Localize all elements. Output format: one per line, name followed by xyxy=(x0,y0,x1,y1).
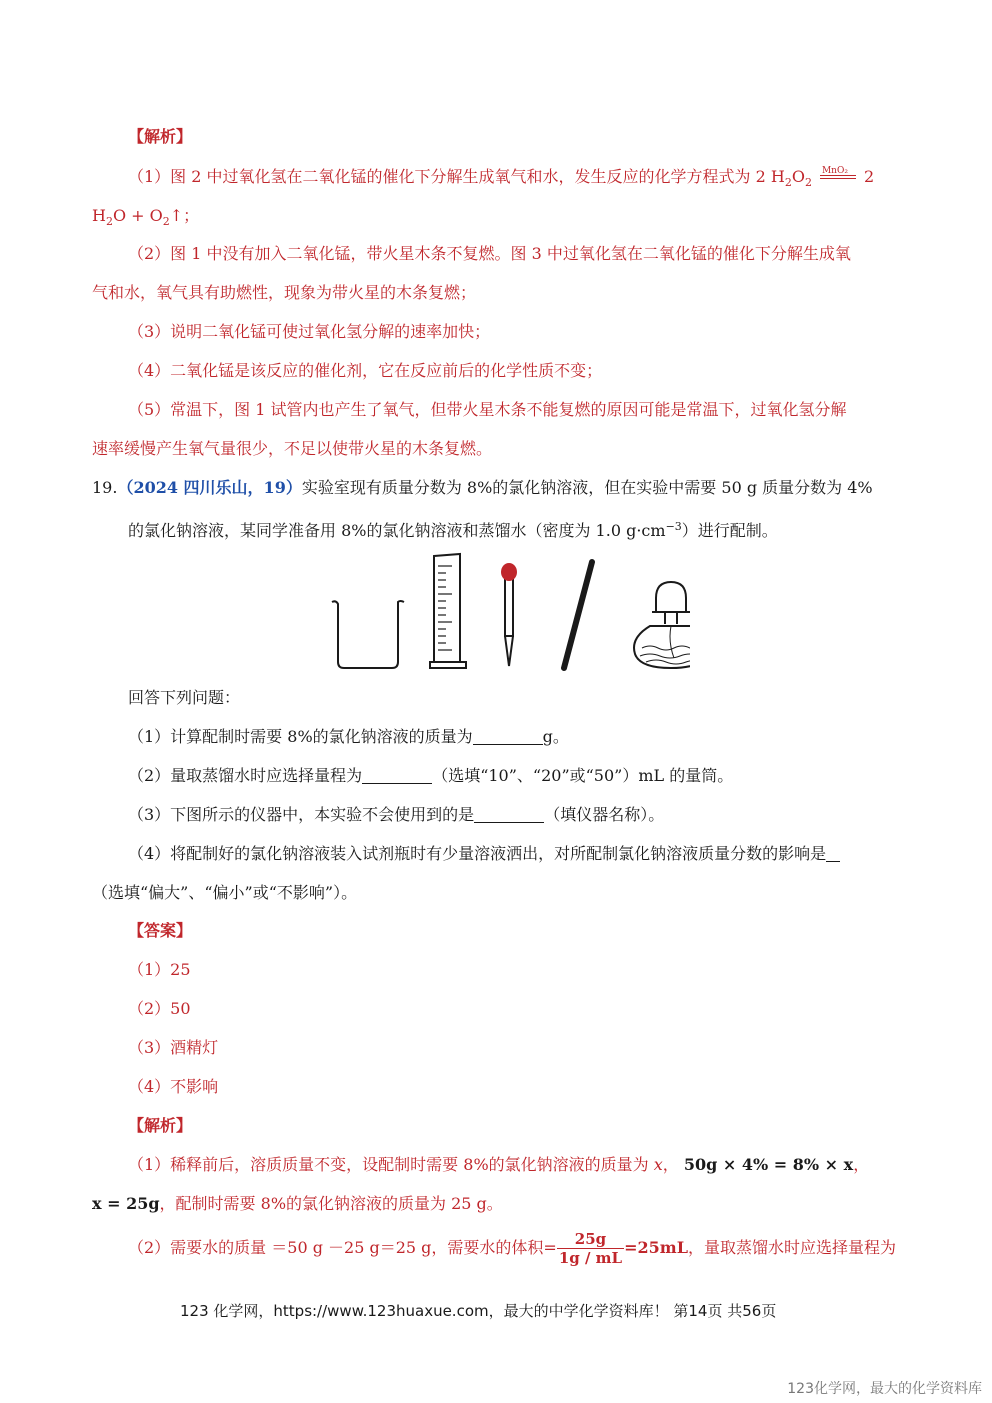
q2-text: （2）量取蒸馏水时应选择量程为 xyxy=(128,766,363,785)
analysis-19-p2-tail: ，量取蒸馏水时应选择量程为 xyxy=(687,1238,896,1257)
q3-text: （3）下图所示的仪器中，本实验不会使用到的是 xyxy=(128,805,475,824)
variable-x: x xyxy=(653,1155,663,1174)
reaction-condition xyxy=(818,166,858,186)
analysis-p4: （4）二氧化锰是该反应的催化剂，它在反应前后的化学性质不变； xyxy=(128,361,603,380)
equation-result: x = 25g xyxy=(92,1194,160,1213)
analysis-p2-line1: （2）图 1 中没有加入二氧化锰，带火星木条不复燃。图 3 中过氧化氢在二氧化锰的催化下分解生成氧 xyxy=(128,244,851,263)
page-footer: 123 化学网，https://www.123huaxue.com，最大的中学化学资料库！ 第14页 共56页 xyxy=(180,1302,777,1320)
formula-gas: ↑； xyxy=(169,206,200,225)
sub-question-4-line2: （选填“偏大”、“偏小”或“不影响”）。 xyxy=(92,883,358,902)
analysis-19-p1-text: （1）稀释前后，溶质质量不变，设配制时需要 8%的氯化钠溶液的质量为 xyxy=(128,1155,654,1174)
glass-rod-icon xyxy=(564,562,592,668)
graduated-cylinder-icon xyxy=(430,554,466,668)
dropper-bulb xyxy=(501,563,517,581)
alcohol-lamp-icon xyxy=(634,582,690,668)
q3-hint: （填仪器名称）。 xyxy=(544,805,665,824)
volume-fraction xyxy=(557,1230,624,1267)
analysis-19-heading: 【解析】 xyxy=(128,1116,193,1135)
fraction-denominator: 1g / mL xyxy=(558,1249,623,1267)
dropper-icon xyxy=(505,578,513,666)
question-19-line2 xyxy=(128,516,778,542)
sub-question-1 xyxy=(128,726,569,748)
q4-text: （4）将配制好的氯化钠溶液装入试剂瓶时有少量溶液洒出，对所配制氯化钠溶液质量分数的影响是 xyxy=(128,844,827,863)
analysis-p1-line1: （1）图 2 中过氧化氢在二氧化锰的催化下分解生成氧气和水，发生反应的化学方程式为 2 $H_2O_2$ MnO₂ 2 xyxy=(128,166,874,194)
analysis-p5-line1: （5）常温下，图 1 试管内也产生了氧气，但带火星木条不能复燃的原因可能是常温下，过氧化氢分解 xyxy=(128,400,847,419)
answer-2: （2）50 xyxy=(128,999,191,1018)
answer-heading: 【答案】 xyxy=(128,921,193,940)
sub-question-3 xyxy=(128,804,664,826)
sub-question-4-line1 xyxy=(128,843,840,865)
sub-question-2 xyxy=(128,765,733,787)
subscript: 2 xyxy=(784,176,792,189)
analysis-p1-line2 xyxy=(92,205,199,233)
analysis-p5-line2: 速率缓慢产生氧气量很少，不足以使带火星的木条复燃。 xyxy=(92,439,493,458)
answer-4: （4）不影响 xyxy=(128,1077,219,1096)
catalyst-label: MnO₂ xyxy=(821,166,848,176)
equation: 50g × 4% = 8% × x xyxy=(683,1155,854,1174)
subscript: 2 xyxy=(162,215,170,228)
answer-blank-4[interactable] xyxy=(826,845,840,862)
formula-h: H xyxy=(92,206,106,225)
analysis-19-p2 xyxy=(128,1228,896,1268)
answer-blank-1[interactable] xyxy=(473,728,543,745)
question-stem: 实验室现有质量分数为 8%的氯化钠溶液，但在实验中需要 50 g 质量分数为 4% xyxy=(301,478,873,497)
subscript: 2 xyxy=(804,176,812,189)
fraction-numerator: 25g xyxy=(557,1230,624,1249)
answer-blank-3[interactable] xyxy=(474,806,544,823)
formula-o: O + O xyxy=(112,206,163,225)
analysis-19-p2-text: （2）需要水的质量 ＝50 g －25 g＝25 g，需要水的体积= xyxy=(128,1238,557,1257)
q1-unit: g。 xyxy=(542,727,569,746)
prompt: 回答下列问题： xyxy=(128,688,241,707)
superscript: −3 xyxy=(665,520,682,533)
analysis-19-p1-line2 xyxy=(92,1193,503,1215)
q2-options: （选填“10”、“20”或“50”）mL 的量筒。 xyxy=(432,766,734,785)
answer-blank-2[interactable] xyxy=(362,767,432,784)
analysis-p2-line2: 气和水，氧气具有助燃性，现象为带火星的木条复燃； xyxy=(92,283,477,302)
question-source: （2024 四川乐山，19） xyxy=(117,478,302,497)
volume-result: =25mL xyxy=(624,1238,688,1257)
question-19-line1 xyxy=(92,477,873,499)
answer-3: （3）酒精灯 xyxy=(128,1038,219,1057)
analysis-19-p1-line1: （1）稀释前后，溶质质量不变，设配制时需要 8%的氯化钠溶液的质量为 x， 50g × 4% = 8% × x， xyxy=(128,1155,870,1174)
analysis-p1-text: （1）图 2 中过氧化氢在二氧化锰的催化下分解生成氧气和水，发生反应的化学方程式为 2 H xyxy=(128,167,785,186)
answer-1: （1）25 xyxy=(128,960,191,979)
question-stem-3: ）进行配制。 xyxy=(681,521,778,540)
question-number: 19. xyxy=(92,478,118,497)
analysis-p3: （3）说明二氧化锰可使过氧化氢分解的速率加快； xyxy=(128,322,491,341)
question-stem-2: 的氯化钠溶液，某同学准备用 8%的氯化钠溶液和蒸馏水（密度为 1.0 g·cm xyxy=(128,521,666,540)
q1-text: （1）计算配制时需要 8%的氯化钠溶液的质量为 xyxy=(128,727,473,746)
subscript: 2 xyxy=(105,215,113,228)
analysis-heading: 【解析】 xyxy=(128,127,193,146)
analysis-19-p1-tail: ，配制时需要 8%的氯化钠溶液的质量为 25 g。 xyxy=(159,1194,503,1213)
watermark: 123化学网，最大的化学资料库 xyxy=(787,1381,982,1397)
lab-apparatus-figure xyxy=(330,550,690,672)
beaker-icon xyxy=(332,601,404,668)
